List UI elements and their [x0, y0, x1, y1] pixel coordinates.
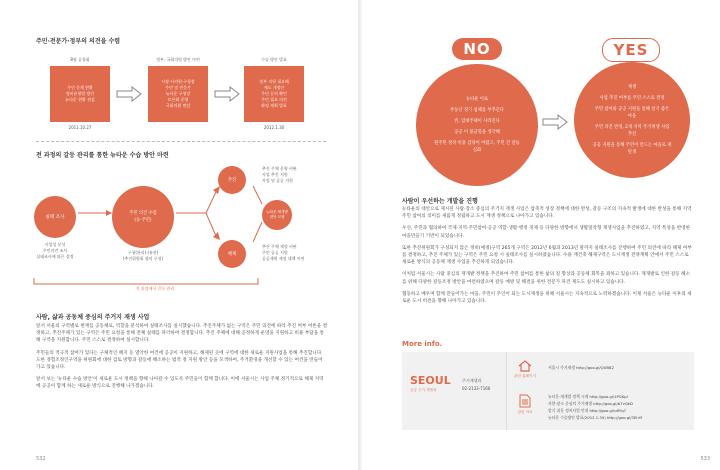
node-cancel-note: 주민 공공 지원 [262, 250, 288, 255]
stage3-label: 수습 방안 발표 [261, 57, 287, 62]
node-cancel-note: 공공재원 재정 대책 마련 [262, 256, 305, 261]
stage2-line: 뉴타운 구청장 [165, 91, 191, 96]
stage3-date: 2012.1.30 [263, 125, 285, 130]
paragraph: 우선, 주민과 협의하여 국제·지역·주민참여·공공 역할·생활·행정 경제 등 다양한 방향에서 생활밀착형 재생사업을 추진하였고, 지역 특성을 반영한 마을만들기 기반이 되었습니다. [402, 226, 691, 239]
node-survey-label: 실태 조사 [45, 214, 65, 220]
link-item[interactable]: 사람·장소 중심의 주거재생 http://goo.gl/b7vQkD [548, 401, 633, 406]
no-item: 부동산 경기 침체를 부추긴다 [450, 108, 504, 113]
no-item: 공공 이 불균형을 생각해 [454, 130, 500, 135]
node-survey-sub [26, 242, 84, 260]
more-info-box [402, 352, 694, 430]
link-item[interactable]: 뉴타운 수습방안 발표(2012.1.30) http://goo.gl/3EhYf [548, 415, 643, 420]
node-opinion-notes [108, 250, 178, 262]
no-item: 뉴타운 이로 [465, 97, 489, 102]
node-opinion-sub: (동·주민) [134, 218, 152, 223]
stage2-line: 국회의원 면담 [165, 103, 191, 108]
stage3-line: 확정 계획 발표 [261, 103, 287, 108]
page-number: 533 [700, 456, 710, 462]
node-promote-note: 추진 주체 운영 비판 [262, 166, 297, 171]
node-cancel-note: 추진 주체 재정 비판 [262, 244, 297, 249]
no-item: 원주민 정착 비용 감당이 어렵고, 주민 간 갈등 심화 [434, 141, 520, 153]
node-alt-label: 뉴타운·재개발 [266, 210, 288, 214]
yes-label: YES [613, 41, 649, 59]
node-survey-sub-line: 주민의견 조사 [42, 248, 68, 253]
documents-label: 관련 자료 [517, 410, 533, 414]
stage3-line: 주민 필요 의견 [261, 97, 287, 102]
no-item: 빈, 임대주택이 사라진다 [454, 119, 500, 124]
node-survey [34, 196, 76, 238]
yes-item: 주민 의견 반영, 2개 지역 주거재생 사업 추진 [594, 125, 670, 137]
contact-phone: 02-2133-7166 [462, 386, 491, 391]
node-opinion [112, 186, 174, 248]
node-promote-note: 사업 및 공공 지원 [262, 178, 293, 183]
link-item[interactable]: 뉴타운·재개발 정책 시계 http://goo.gl/1PGKpl [548, 394, 628, 399]
paragraph: 주민들의 적극적 참여가 있다는 구체적인 해지 등 열악한 여건에 공공이 지원하고, 해제된 곳에 구역에 대한 새로운 지원사업을 통해 추진합니다. 도한 경험조정인구역을 위원회에 대한 검토 방향과 갈등에 해소하는 법적 정 지원 방안 등을 모색하여, 주거환경을 개선할 수 있는 여건을 만들어 가고 있습니다. [36, 350, 323, 371]
article-body [402, 206, 692, 310]
contact-name: 주거재생과 [462, 378, 482, 383]
stage3-line: 정부 지원 필요해 [259, 79, 289, 84]
node-promote [218, 166, 246, 194]
stage2-line: 토론회 운영 [167, 97, 189, 102]
node-survey-sub-line: 사업성 분석 [44, 242, 66, 247]
node-survey-sub-line: 실태조사에 따른 결정 [36, 254, 74, 259]
node-opinion-label: 주민 의견 수렴 [129, 211, 157, 216]
article-title: 사람이 우선하는 개발을 진행 [402, 198, 478, 205]
section3-body [36, 323, 328, 396]
stage3-line: 주민 동의 확인 [261, 91, 287, 96]
no-circle [416, 64, 538, 186]
node-promote-label: 추진 [227, 177, 237, 183]
node-opinion-note: (추진위원회 협의 구성) [122, 256, 164, 261]
right-arrow-icon [542, 114, 568, 130]
yes-item: 주민 참여와 공공 지원을 통해 살기 좋은 마을 [594, 107, 670, 119]
left-page [0, 0, 358, 470]
stage2-line: 시장·시의원·구청장 [161, 79, 195, 84]
more-info-title: More info. [402, 340, 443, 348]
right-arrow-icon [116, 86, 142, 102]
yes-item: 재생 [627, 85, 637, 90]
yes-circle [574, 62, 690, 178]
paragraph: 앞서 서울의 구역별로 현재를 공동체로, 역할을 분석하여 실태조사를 실시했습니다. 추진주체가 없는 구역은 주민 의견에 따라 추진 여부 여론을 결정하고, 추진주체가 있는 구역은 주민 요청을 통해 전체 실태를 파악하여 결정합니다. 추진 주체에 대해 공정하게 운영을 지원하고 비용 부담을 통해 구역을 지원합니다. 주민 스스로 결정하여 실시합니다. [36, 324, 328, 344]
link-item[interactable]: 서울시 주거재생 http://goo.gl/QUB82 [548, 365, 614, 370]
right-page [362, 0, 720, 470]
paragraph: 뉴타운의 대안으로 제시된 사람·장소 중심의 주거지 재생 사업은 압축적 성장 정책에 대한 반성, 갈등 구조의 지속적 발생에 대한 반성을 통해 지역 주민 참여의 의미를 새롭게 정립하고 도시 재생 정책으로 나아가고 있습니다. [402, 207, 692, 220]
node-promote-note: 사업 추진 지원 [262, 172, 288, 177]
page-number: 532 [36, 456, 46, 462]
node-cancel-notes [262, 244, 326, 262]
node-alt [262, 200, 292, 230]
document-icon [519, 394, 531, 408]
node-cancel-label: 해제 [227, 251, 237, 257]
stage2-line: 주민 및 전문가 [165, 85, 191, 90]
section1-title: 주민·전문가·정부의 의견을 수렴 [36, 38, 121, 45]
stage1-line: 정비유형별 방안 [65, 91, 95, 96]
node-cancel [218, 240, 246, 268]
node-opinion-note: 구청(관리)·(유관) [127, 250, 159, 255]
right-arrow-icon [214, 86, 240, 102]
link-item[interactable]: 알기 쉬운 정비사업 안내 http://goo.gl/u8Yq7 [548, 408, 627, 413]
stage2-box [148, 66, 208, 122]
homepage-label: 관련 홈페이지 [514, 374, 536, 378]
brand-sub: 공공 주거 재생과 [410, 388, 437, 392]
section2-title: 전 과정의 갈등 관리를 통한 뉴타운 수습 방안 마련 [36, 152, 169, 159]
bracket-label: 전 과정에서 갈등 관리 [110, 286, 200, 292]
stage1-line: 주민 문제 현황 [67, 85, 93, 90]
yes-item: 공공 지원을 통해 주민이 만드는 마을로 재탄생 [592, 143, 672, 155]
paragraph: 또한 추진위원회가 구성되지 않은 정비(예정)구역 265개 구역은 2012년 6월과 2013년 말까지 실태조사를 진행하여 주민 의견에 따라 해제 여부를 결정하고, 추진 주체가 있는 구역은 주민 요청 시 실태조사를 실시하였습니다. 수용 재건축 해제구역은 도시재생 전략계획 안에서 주민 스스로 새로운 방식의 공동체 재생 사업을 추진하게 되었습니다. [402, 245, 692, 266]
paragraph: 앞서 보는 '뉴타운 수습 방안'이 새로운 도시 정책을 향해 나아갈 수 있도록 주민들이 함께 합니다. 이에 서울시는 사업 주체 정기적으로 해제 지역에 공공이 함께 하는 새로운 방식으로 진행해 나가겠습니다. [36, 377, 324, 390]
stage2-label: 정부, 국회의원 방안 마련 [156, 57, 200, 62]
section3-title: 사람, 삶과 공동체 중심의 주거지 재생 사업 [36, 314, 150, 321]
paragraph: 이처럼 서울시는 사람 중심의 재개발 정책을 추진하여 주민 참여를 통한 삶의 질 향상과 공동체 회복을 꾀하고 있습니다. 재개발로 인한 갈등 해소를 위해 다양한 갈등조정 방안을 마련하였으며 갈등 예방 및 해결을 위한 전문가 파견 제도도 실시하고 있습니다. [402, 272, 691, 285]
node-alt-sub: 대안 모델 [269, 215, 285, 219]
node-promote-notes [262, 166, 326, 184]
seoul-logo: SEOUL [410, 374, 451, 387]
divider [506, 352, 507, 430]
stage1-line: 뉴타운 현황 점검 [65, 97, 95, 102]
home-icon [518, 360, 532, 372]
stage3-box [244, 66, 304, 122]
stage1-box [50, 66, 110, 122]
no-label: NO [463, 40, 491, 58]
stage1-date: 2011.10.27 [68, 125, 92, 130]
paragraph: 협동하고 배우며 함께 만들어가는 마을, 주민이 주인이 되는 도시재생을 위해 서울시는 지속적으로 노력하겠습니다. 이제 서울은 뉴타운 이후의 새로운 도시 비전을 향해 나아가고 있습니다. [402, 291, 692, 305]
yes-item: 사업 추진 여부를 주민 스스로 결정 [599, 96, 665, 101]
stage3-line: 제도 개정안 [263, 85, 285, 90]
stage1-label: 8월 공청회 [70, 57, 90, 62]
divider [36, 141, 326, 142]
